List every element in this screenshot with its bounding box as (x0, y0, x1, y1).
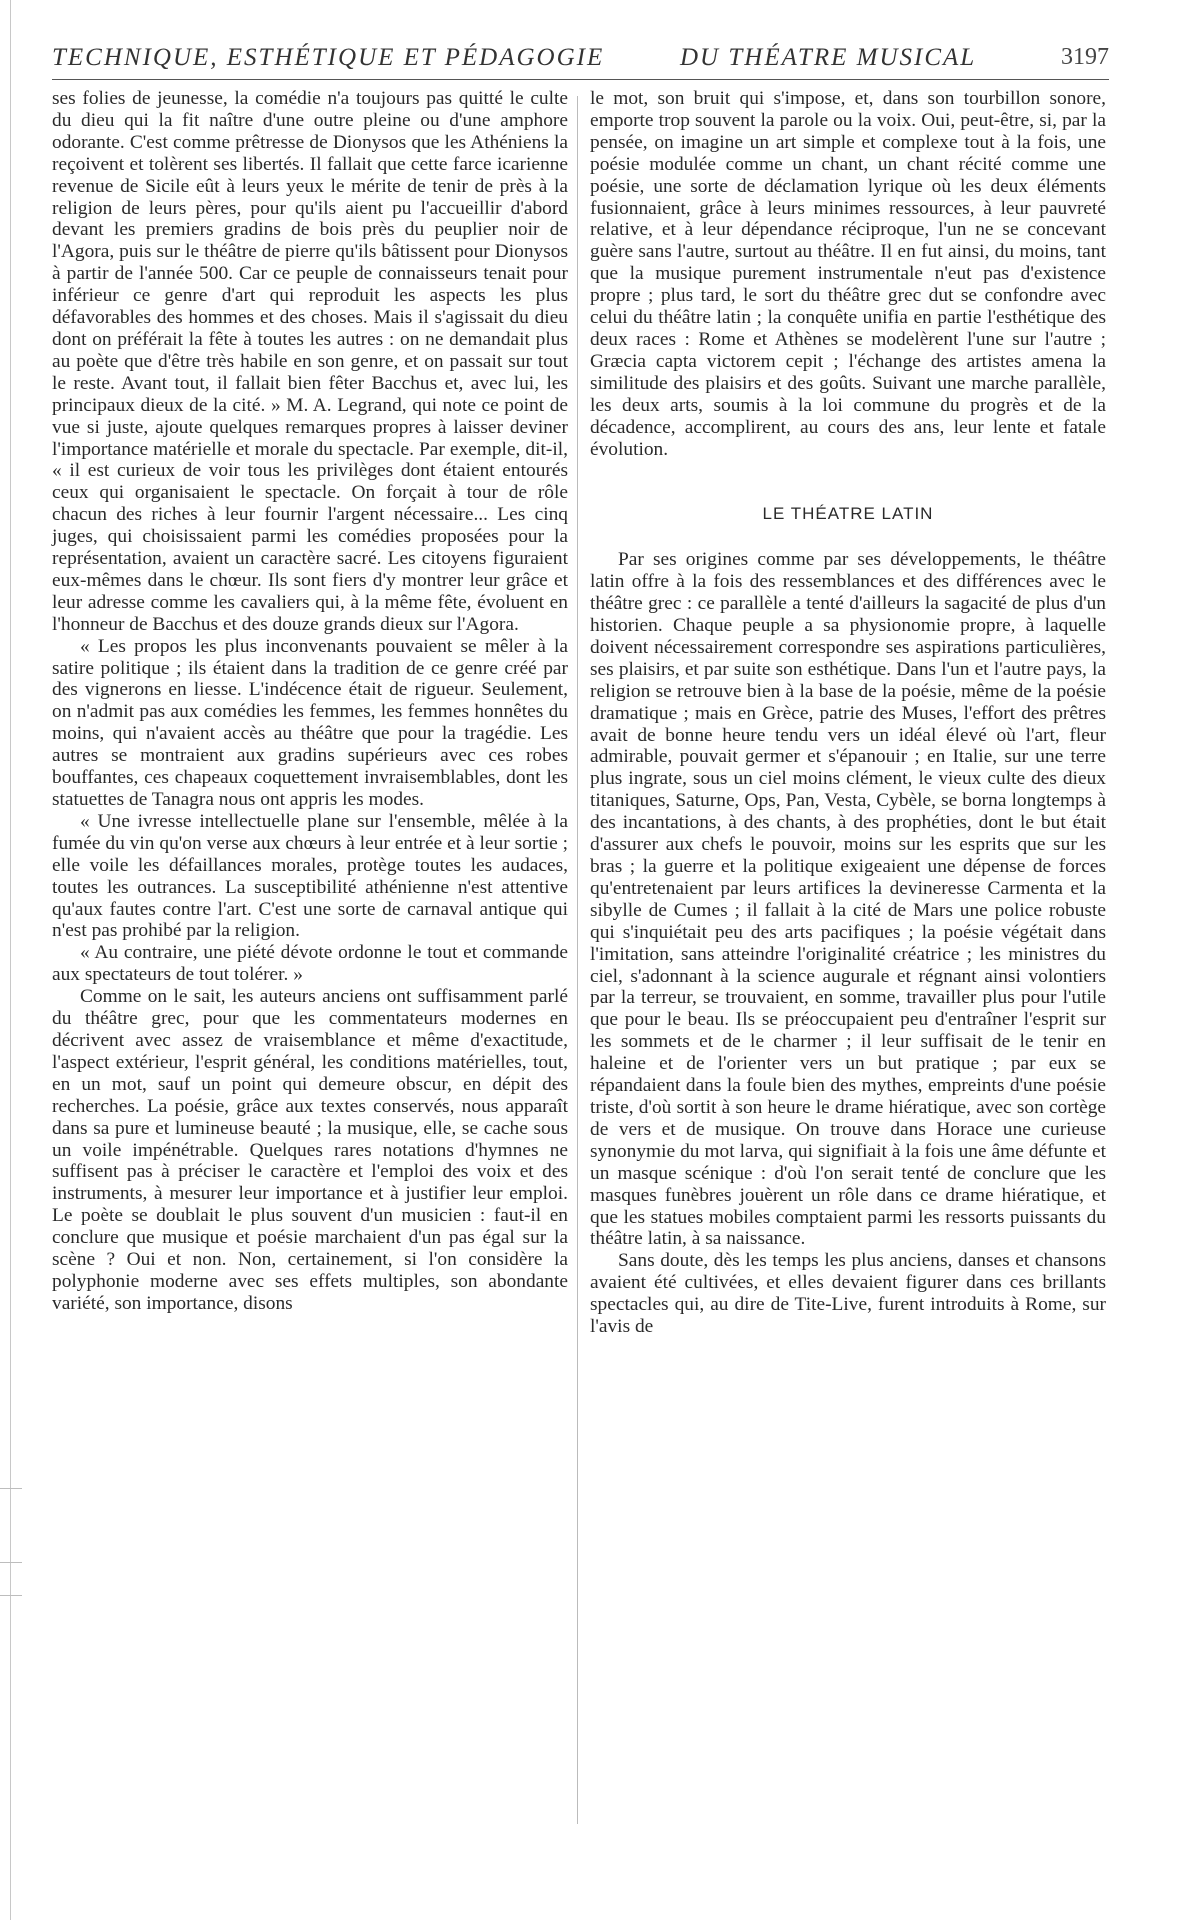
column-divider (577, 96, 578, 1824)
running-title-right: DU THÉATRE MUSICAL (680, 44, 977, 71)
paragraph: ses folies de jeunesse, la comédie n'a toujours pas quitté le culte du dieu qui la fit naître d'une outre pleine ou d'une amphore odorante. C'est comme prêtresse de Dionysos que les Athéniens la reçoivent et tolèrent ses libertés. Il fallait que cette farce icarienne revenue de Sicile eût à leurs yeux le mérite de tenir de près à la religion de leurs pères, pour qu'ils aient pu l'accueillir d'abord devant les premiers gradins de bois près du peuplier noir de l'Agora, puis sur le théâtre de pierre qu'ils bâtissent pour Dionysos à partir de l'année 500. Car ce peuple de connaisseurs tenait pour inférieur ce genre d'art qui reproduit les aspects les plus défavorables des hommes et des choses. Mais il s'agissait du dieu dont on préférait la fête à toutes les autres : on ne demandait plus au poète que d'être très habile en son genre, et on passait sur tout le reste. Avant tout, il fallait bien fêter Bacchus et, avec lui, les principaux dieux de la cité. » M. A. Legrand, qui note ce point de vue si juste, ajoute quelques remarques propres à laisser deviner l'importance matérielle et morale du spectacle. Par exemple, dit-il, « il est curieux de voir tous les privilèges dont étaient entourés ceux qui organisaient le spectacle. On forçait à tour de rôle chacun des riches à leur fournir l'argent nécessaire... Les cinq juges, qui choisissaient parmi les comédies proposées pour la représentation, avaient un caractère sacré. Les citoyens figuraient eux-mêmes dans le chœur. Ils sont fiers d'y montrer leur grâce et leur adresse comme les cavaliers qui, à la même fête, évoluent en l'honneur de Bacchus et des douze grands dieux sur l'Agora. (52, 88, 568, 635)
paragraph: Comme on le sait, les auteurs anciens ont suffisamment parlé du théâtre grec, pour que les commentateurs modernes en décrivent avec assez de vraisemblance et même d'exactitude, l'aspect extérieur, l'esprit général, les conditions matérielles, tout, en un mot, sauf un point qui demeure obscur, en dépit des recherches. La poésie, grâce aux textes conservés, nous apparaît dans sa pure et lumineuse beauté ; la musique, elle, se cache sous un voile impénétrable. Quelques rares notations d'hymnes ne suffisent pas à préciser le caractère et l'emploi des voix et des instruments, à mesurer leur importance et à justifier leur emploi. Le poète se doublait le plus souvent d'un musicien : faut-il en conclure que musique et poésie marchaient d'un pas égal sur la scène ? Oui et non. Non, certainement, si l'on considère la polyphonie moderne avec ses effets multiples, son abondante variété, son importance, disons (52, 986, 568, 1314)
running-title-left: TECHNIQUE, ESTHÉTIQUE ET PÉDAGOGIE (52, 44, 605, 71)
section-title: LE THÉATRE LATIN (762, 504, 934, 524)
header-rule (52, 79, 1109, 80)
paragraph: Par ses origines comme par ses développements, le théâtre latin offre à la fois des ressemblances et des différences avec le théâtre grec : ce parallèle a tenté d'ailleurs la sagacité de plus d'un historien. Chaque peuple a sa physionomie propre, à laquelle doivent nécessairement correspondre ses aspirations particulières, ses plaisirs, et par suite son esthétique. Dans l'un et l'autre pays, la religion se retrouve bien à la base de la poésie, même de la poésie dramatique ; mais en Grèce, patrie des Muses, l'effort des prêtres avait de bonne heure tendu vers un idéal élevé où l'art, fleur admirable, pouvait germer et s'épanouir ; en Italie, sur une terre plus ingrate, sous un ciel moins clément, le vieux culte des dieux titaniques, Saturne, Ops, Pan, Vesta, Cybèle, se borna longtemps à des incantations, à des chants, à des prophéties, dont le but était d'assurer aux chefs le pouvoir, moins sur les esprits que sur les bras ; la guerre et la politique exigeaient une dépense de forces qu'entretenaient par leurs artifices la devineresse Carmenta et la sibylle de Cumes ; il fallait à la cité de Mars une police robuste qui s'inquiétait peu des arts pacifiques ; la poésie végétait dans l'imitation, sans atteindre l'originalité créatrice ; les ministres du ciel, s'adonnant à la science augurale et régnant ainsi volontiers par la terreur, se trouvaient, en somme, travailler plus pour l'utile que pour le beau. Ils se préoccupaient peu d'entraîner l'esprit sur les sommets et de le charmer ; il leur suffisait de le tenir en haleine et de l'orienter vers un but pratique ; par eux se répandaient dans la foule bien des mythes, empreints d'une poésie triste, d'où sortit à son heure le drame hiératique, avec son cortège de vers et de musique. On trouve dans Horace une curieuse synonymie du mot larva, qui signifiait à la fois une âme défunte et un masque scénique : d'où l'on serait tenté de conclure que les masques funèbres jouèrent un rôle dans ce drame hiératique, et que les statues mobiles comptaient parmi les ressorts puissants du théâtre latin, à sa naissance. (590, 549, 1106, 1250)
left-column (52, 88, 568, 1315)
running-header (52, 44, 1109, 80)
paragraph: « Une ivresse intellectuelle plane sur l'ensemble, mêlée à la fumée du vin qu'on verse aux chœurs à leur entrée et à leur sortie ; elle voile les défaillances morales, protège toutes les audaces, toutes les outrances. La susceptibilité athénienne n'est attentive qu'aux fautes contre l'art. C'est une sorte de carnaval antique qui n'est pas prohibé par la religion. (52, 810, 568, 942)
right-column (590, 88, 1106, 1338)
page-number: 3197 (1061, 44, 1109, 70)
paragraph: le mot, son bruit qui s'impose, et, dans son tourbillon sonore, emporte trop souvent la parole ou la voix. Oui, peut-être, si, par la pensée, on imagine un art simple et complexe tout à la fois, une poésie modulée comme un chant, un chant récité comme une poésie, une sorte de déclamation lyrique où les deux éléments fusionnaient, grâce à leurs minimes ressources, à leur pauvreté relative, et à leur dépendance réciproque, l'un ne se concevant guère sans l'autre, surtout au théâtre. Il en fut ainsi, du moins, tant que la musique purement instrumentale n'eut pas d'existence propre ; plus tard, le sort du théâtre grec dut se confondre avec celui du théâtre latin ; la conquête unifia en partie l'esthétique des deux races : Rome et Athènes se modelèrent l'une sur l'autre ; Græcia capta victorem cepit ; l'échange des artistes amena la similitude des plaisirs et des goûts. Suivant une marche parallèle, les deux arts, soumis à la loi commune du progrès et de la décadence, accomplirent, au cours des ans, leur lente et fatale évolution. (590, 88, 1106, 460)
paragraph: « Au contraire, une piété dévote ordonne le tout et commande aux spectateurs de tout tolérer. » (52, 942, 568, 986)
paragraph: Sans doute, dès les temps les plus anciens, danses et chansons avaient été cultivées, et elles devaient figurer dans ces brillants spectacles qui, au dire de Tite-Live, furent introduits à Rome, sur l'avis de (590, 1250, 1106, 1338)
paragraph: « Les propos les plus inconvenants pouvaient se mêler à la satire politique ; ils étaient dans la tradition de ce genre créé par des vignerons en liesse. L'indécence était de rigueur. Seulement, on n'admit pas aux comédies les femmes, les femmes honnêtes du moins, qui n'avaient accès au théâtre que pour la tragédie. Les autres se montraient aux gradins supérieurs avec ces robes bouffantes, ces chapeaux coquettement invraisemblables, dont les statuettes de Tanagra nous ont appris les modes. (52, 635, 568, 810)
page-binding-edge (0, 0, 22, 1920)
